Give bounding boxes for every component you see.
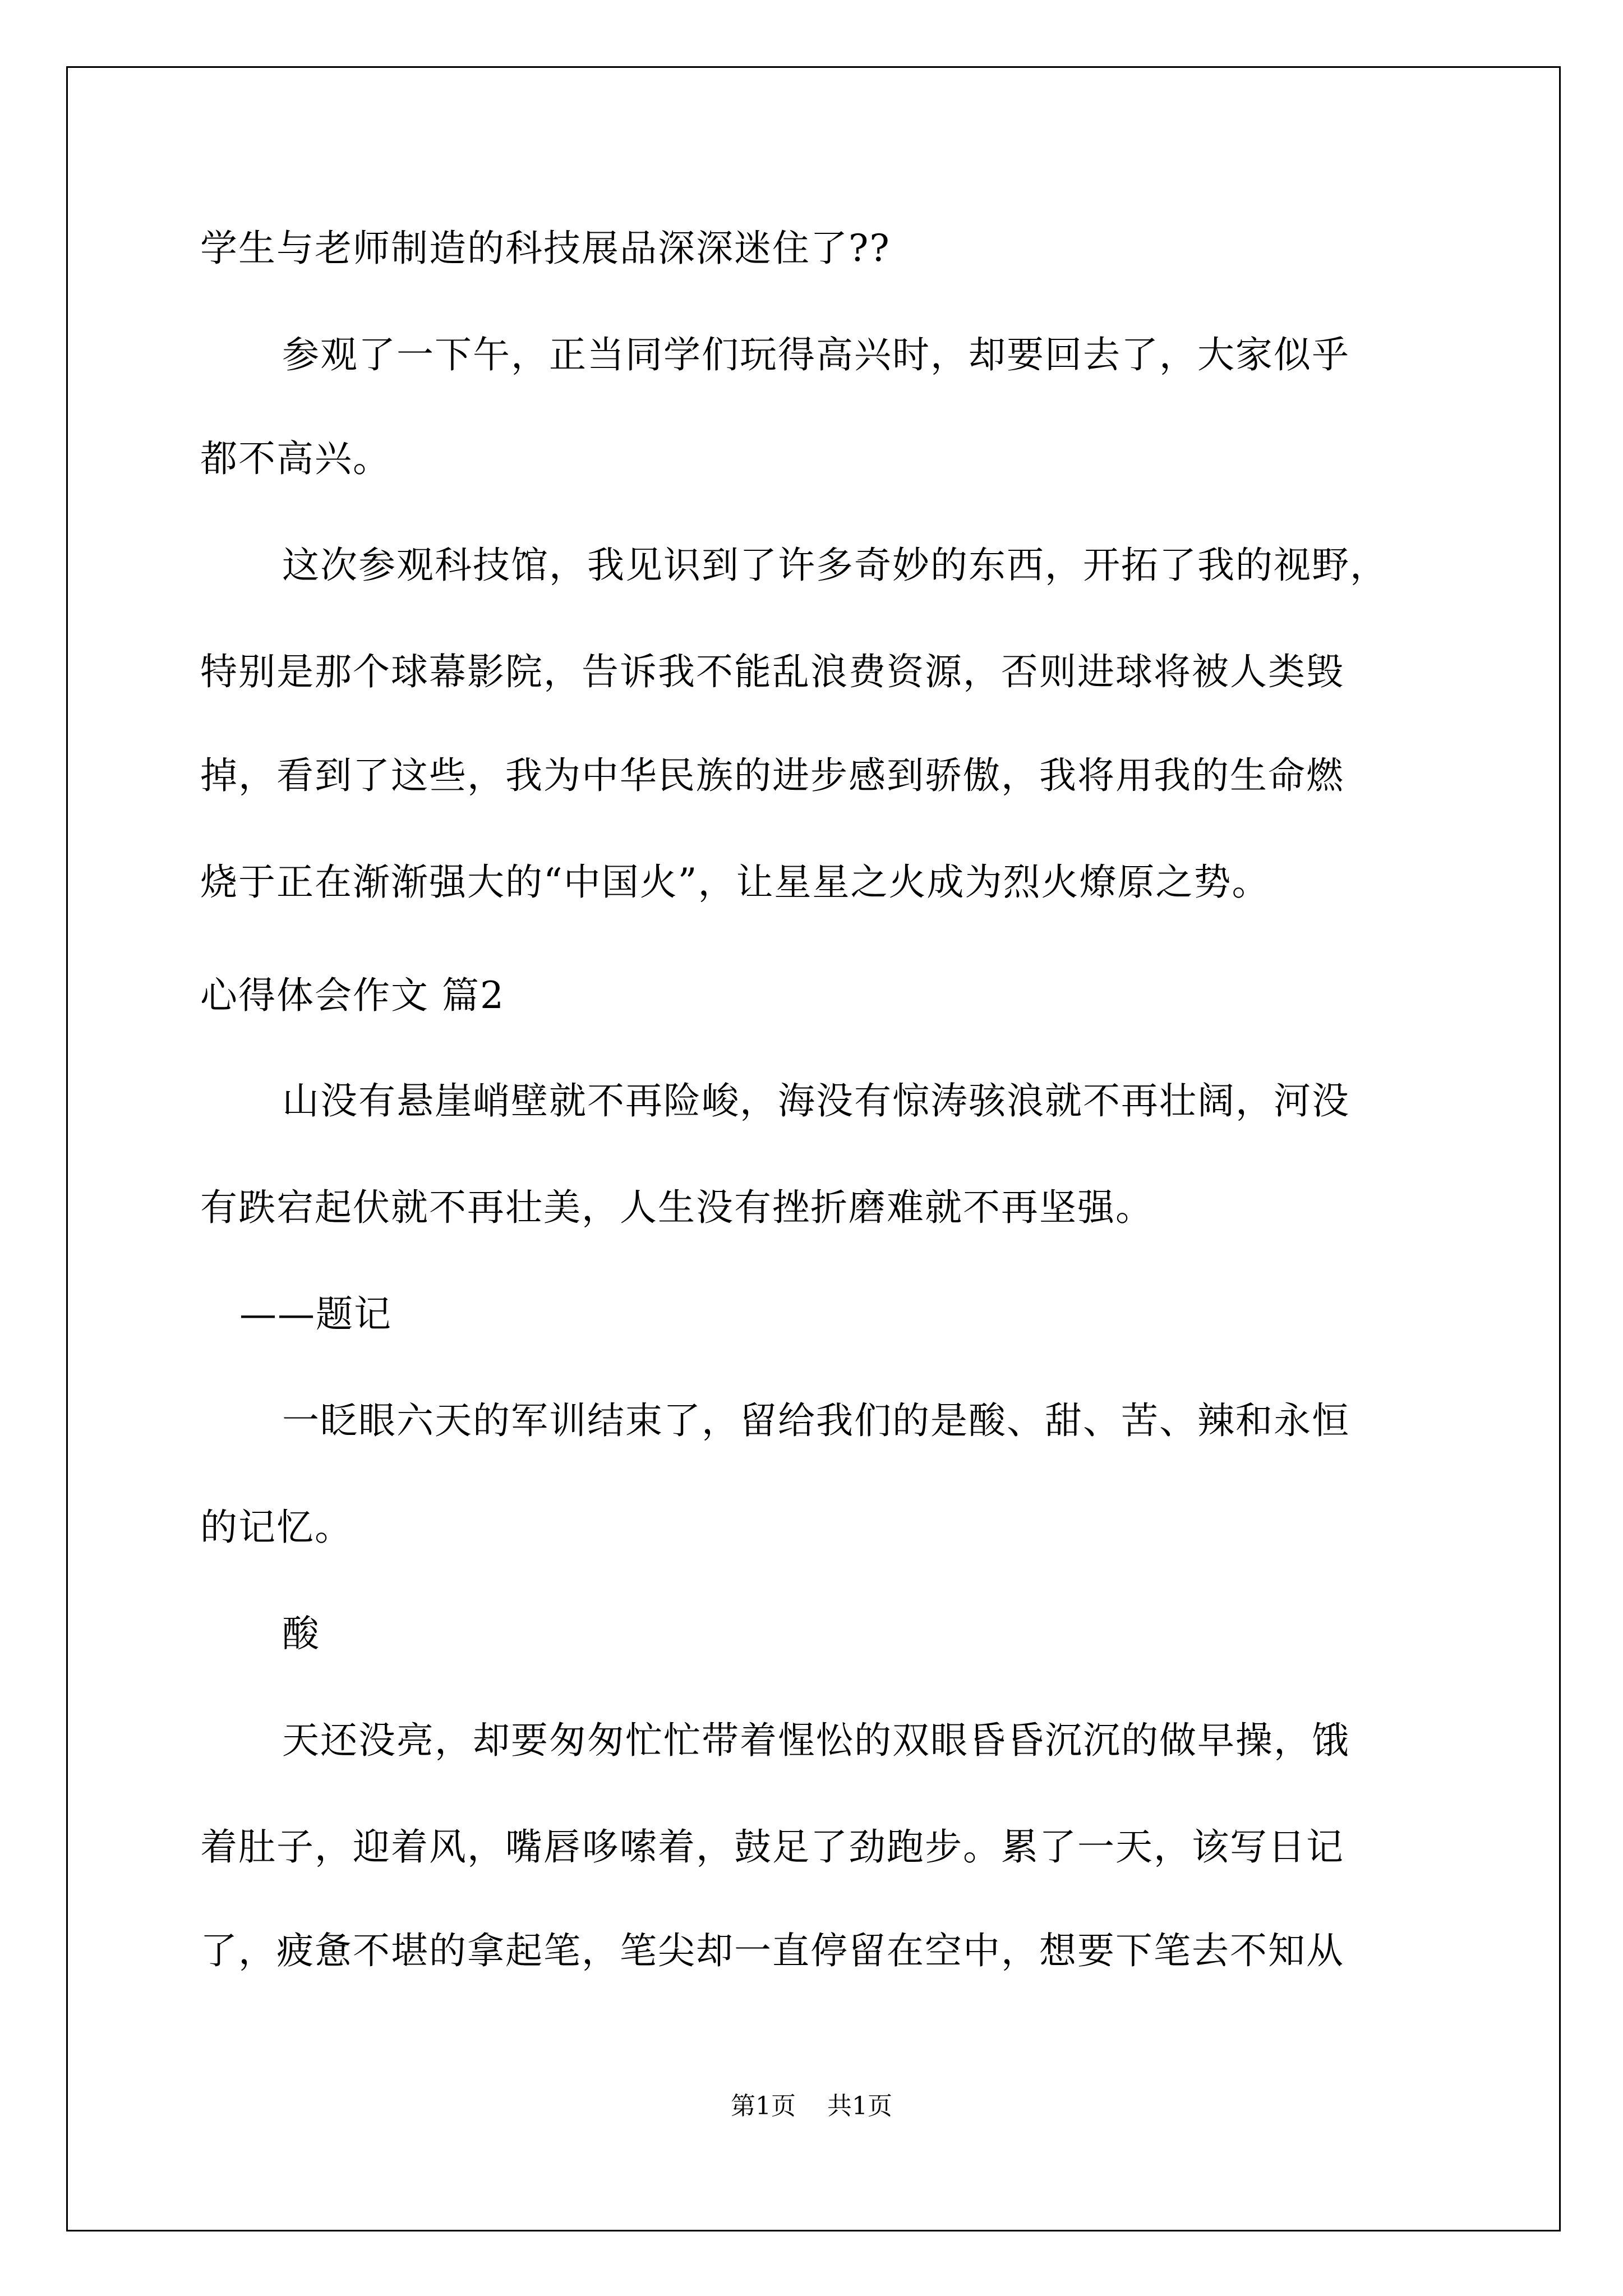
text-line-13: 的记忆。 [200, 1506, 353, 1549]
text-line-3: 都不高兴。 [200, 437, 391, 480]
text-line-1: 学生与老师制造的科技展品深深迷住了?? [200, 227, 891, 270]
text-line-2: 参观了一下午，正当同学们玩得高兴时，却要回去了，大家似乎 [282, 333, 1350, 376]
page-footer [0, 2090, 1623, 2123]
epigraph-note: ——题记 [239, 1292, 392, 1336]
page-total: 共1页 [827, 2092, 892, 2120]
text-line-10: 有跌宕起伏就不再壮美，人生没有挫折磨难就不再坚强。 [200, 1186, 1154, 1229]
text-line-5: 特别是那个球幕影院，告诉我不能乱浪费资源，否则进球将被人类毁 [200, 650, 1344, 693]
text-line-4: 这次参观科技馆，我见识到了许多奇妙的东西，开拓了我的视野， [282, 544, 1388, 587]
text-line-6: 掉，看到了这些，我为中华民族的进步感到骄傲，我将用我的生命燃 [200, 754, 1344, 797]
page-number: 第1页 [731, 2092, 796, 2120]
text-line-17: 了，疲惫不堪的拿起笔，笔尖却一直停留在空中，想要下笔去不知从 [200, 1929, 1344, 1972]
text-line-16: 着肚子，迎着风，嘴唇哆嗦着，鼓足了劲跑步。累了一天，该写日记 [200, 1825, 1344, 1869]
text-line-12: 一眨眼六天的军训结束了，留给我们的是酸、甜、苦、辣和永恒 [282, 1399, 1350, 1442]
text-line-15: 天还没亮，却要匆匆忙忙带着惺忪的双眼昏昏沉沉的做早操，饿 [282, 1719, 1350, 1762]
text-line-9: 山没有悬崖峭壁就不再险峻，海没有惊涛骇浪就不再壮阔，河没 [282, 1079, 1350, 1122]
subheading-sour: 酸 [282, 1612, 320, 1655]
text-line-7: 烧于正在渐渐强大的“中国火”，让星星之火成为烈火燎原之势。 [200, 861, 1270, 904]
section-heading: 心得体会作文 篇2 [200, 974, 505, 1017]
page-border [66, 66, 1561, 2231]
